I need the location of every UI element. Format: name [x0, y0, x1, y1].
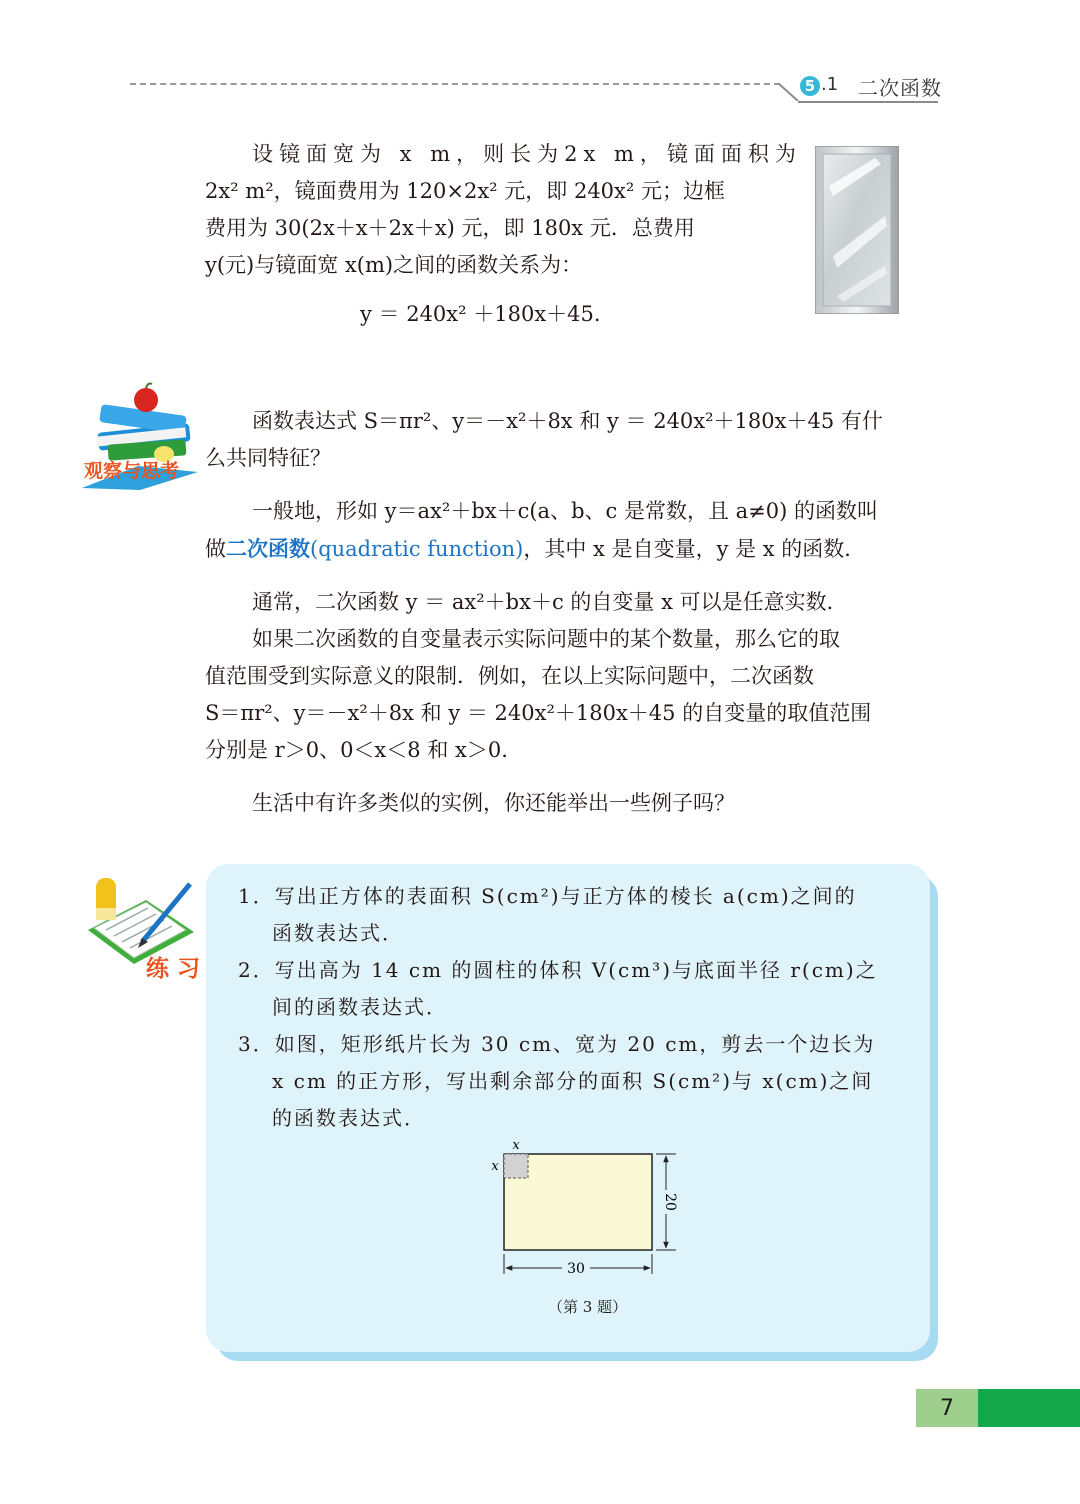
section-title: 二次函数 — [858, 76, 942, 100]
exercise-q1-line-2: 函数表达式． — [272, 921, 404, 945]
definition-line-2 — [205, 530, 865, 568]
page-number: 7 — [916, 1389, 978, 1427]
cut-square — [504, 1154, 528, 1178]
header-rule-corner — [778, 83, 800, 101]
intro-line-1: 设镜面宽为 x m，则长为2x m，镜面面积为 — [252, 142, 802, 166]
figure-caption: （第 3 题） — [548, 1298, 628, 1316]
observe-and-think-label: 观察与思考 — [84, 460, 180, 482]
label-height: 20 — [662, 1193, 678, 1211]
exercise-q3-line-3: 的函数表达式． — [272, 1106, 426, 1130]
range-paragraph-line-1: 如果二次函数的自变量表示实际问题中的某个数量，那么它的取 — [252, 627, 840, 651]
observe-line-1: 函数表达式 S＝πr²、y＝－x²＋8x 和 y ＝ 240x²＋180x＋45 有什 — [252, 409, 883, 433]
section-number-suffix: .1 — [821, 74, 839, 95]
exercise-q3-line-2: x cm 的正方形，写出剩余部分的面积 S(cm²)与 x(cm)之间 — [272, 1069, 874, 1093]
examples-question: 生活中有许多类似的实例，你还能举出一些例子吗？ — [252, 791, 735, 815]
range-paragraph-line-4: 分别是 r＞0、0＜x＜8 和 x＞0. — [205, 738, 508, 762]
cost-formula: y ＝ 240x² ＋180x＋45. — [360, 302, 601, 326]
page-number-bar — [978, 1389, 1080, 1427]
range-paragraph-line-2: 值范围受到实际意义的限制．例如，在以上实际问题中，二次函数 — [205, 664, 814, 688]
definition-suffix: ，其中 x 是自变量，y 是 x 的函数． — [523, 537, 866, 561]
definition-prefix: 做 — [205, 537, 226, 561]
quadratic-function-term: 二次函数 — [226, 536, 310, 561]
observe-line-2: 么共同特征？ — [205, 446, 331, 470]
definition-line-1: 一般地，形如 y＝ax²＋bx＋c(a、b、c 是常数，且 a≠0) 的函数叫 — [252, 499, 878, 523]
label-x-left: x — [491, 1159, 499, 1174]
mirror-illustration — [815, 146, 899, 314]
exercise-label: 练 习 — [146, 956, 201, 982]
exercise-q2-line-2: 间的函数表达式． — [272, 995, 448, 1019]
intro-line-3: 费用为 30(2x＋x＋2x＋x) 元，即 180x 元．总费用 — [205, 216, 695, 240]
intro-line-4: y(元)与镜面宽 x(m)之间的函数关系为： — [205, 253, 583, 277]
rectangle-cutout-figure — [486, 1136, 682, 1282]
header-underline — [798, 101, 938, 103]
range-paragraph-line-3: S＝πr²、y＝－x²＋8x 和 y ＝ 240x²＋180x＋45 的自变量的取值范围 — [205, 701, 872, 725]
label-x-top: x — [512, 1138, 520, 1153]
exercise-q1-line-1: 1．写出正方体的表面积 S(cm²)与正方体的棱长 a(cm)之间的 — [238, 884, 857, 908]
exercise-q3-line-1: 3．如图，矩形纸片长为 30 cm、宽为 20 cm，剪去一个边长为 — [238, 1032, 876, 1056]
quadratic-function-term-en: (quadratic function) — [310, 537, 524, 561]
section-number-badge: 5 — [800, 76, 820, 96]
exercise-q2-line-1: 2．写出高为 14 cm 的圆柱的体积 V(cm³)与底面半径 r(cm)之 — [238, 958, 878, 982]
intro-line-2: 2x² m²，镜面费用为 120×2x² 元，即 240x² 元；边框 — [205, 179, 725, 203]
domain-paragraph: 通常，二次函数 y ＝ ax²＋bx＋c 的自变量 x 可以是任意实数． — [252, 590, 848, 614]
header-dashed-rule — [130, 83, 780, 85]
label-width: 30 — [567, 1261, 585, 1277]
